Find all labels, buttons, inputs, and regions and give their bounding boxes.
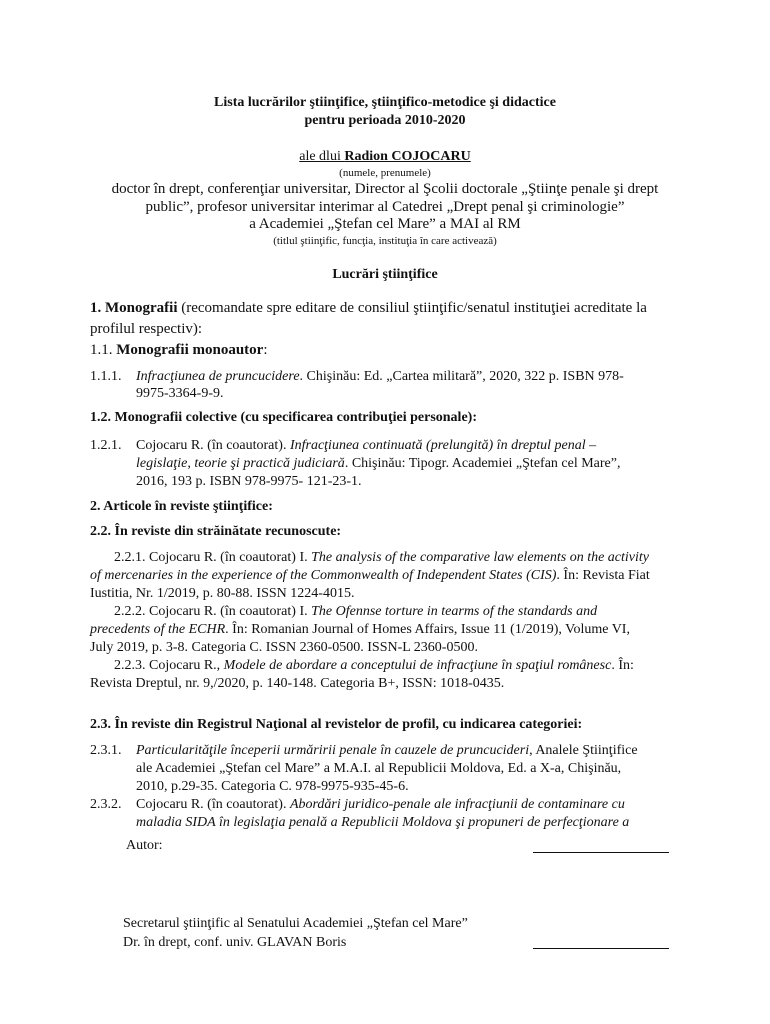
position-line2: public”, profesor universitar interimar al Catedrei „Drept penal şi criminologie” (145, 199, 625, 215)
item111-rest: . Chişinău: Ed. „Cartea militară”, 2020, 322 p. ISBN 978- (299, 369, 624, 384)
a231-line1 (136, 743, 684, 759)
a222-title2: precedents of the ECHR (90, 622, 226, 637)
item121-title2: legislaţie, teorie şi practică judiciară (136, 456, 345, 471)
sub11-heading-line (90, 342, 268, 359)
author-prefix: ale dlui (299, 149, 345, 164)
item121-line2 (136, 456, 681, 472)
a221-line3: Iustitia, Nr. 1/2019, p. 80-88. ISSN 1224-4015. (90, 586, 355, 601)
item121-line3: 2016, 193 p. ISBN 978-9975- 121-23-1. (136, 474, 362, 489)
sub22-heading: 2.2. În reviste din străinătate recunoscute: (90, 524, 342, 539)
item111-line1 (136, 369, 681, 385)
a231-title: Particularităţile începerii urmăririi penale în cauzele de pruncucideri (136, 743, 530, 758)
a222-line1 (114, 604, 684, 620)
sub11-prefix: 1.1. (90, 342, 117, 358)
item121-num: 1.2.1. (90, 438, 122, 453)
document-title-line1: Lista lucrărilor ştiinţifice, ştiinţifico-metodice şi didactice (214, 95, 556, 110)
sub11-heading: Monografii monoautor (116, 342, 264, 358)
item121-rest2: . Chişinău: Tipogr. Academiei „Ştefan cel Mare”, (344, 456, 621, 471)
item121-author: Cojocaru R. (în coautorat). (136, 438, 290, 453)
a223-line2: Revista Dreptul, nr. 9,/2020, p. 140-148. Categoria B+, ISSN: 1018-0435. (90, 676, 505, 691)
item111-line2: 9975-3364-9-9. (136, 386, 224, 401)
a221-rest2: . În: Revista Fiat (556, 568, 650, 583)
item111-title: Infracţiunea de pruncucidere (136, 369, 300, 384)
a231-line3: 2010, p.29-35. Categoria C. 978-9975-935-45-6. (136, 779, 409, 794)
item121-line1 (136, 438, 681, 454)
a231-line2: ale Academiei „Ştefan cel Mare” a M.A.I. al Republicii Moldova, Ed. a X-a, Chişinău, (136, 761, 622, 776)
a223-rest: . În: (611, 658, 634, 673)
secretary-line2: Dr. în drept, conf. univ. GLAVAN Boris (123, 935, 347, 950)
secretary-signature-line (533, 948, 669, 949)
sub12-heading: 1.2. Monografii colective (cu specificarea contribuţiei personale): (90, 410, 477, 425)
author-signature-label: Autor: (126, 838, 163, 853)
a223-title: Modele de abordare a conceptului de infracţiune în spaţiul românesc (223, 658, 612, 673)
a222-lead: 2.2.2. Cojocaru R. (în coautorat) I. (114, 604, 312, 619)
author-caption: (numele, prenumele) (339, 167, 431, 179)
a232-line1 (136, 797, 684, 813)
sec1-note-line2: profilul respectiv): (90, 321, 203, 337)
a221-lead: 2.2.1. Cojocaru R. (în coautorat) I. (114, 550, 312, 565)
item111-num: 1.1.1. (90, 369, 122, 384)
position-caption: (titlul ştiinţific, funcţia, instituţia în care activează) (273, 235, 497, 247)
a231-rest1: , Analele Ştiinţifice (529, 743, 638, 758)
author-signature-line (533, 852, 669, 853)
a221-title1: The analysis of the comparative law elements on the activity (311, 550, 649, 565)
author-name: Radion COJOCARU (344, 149, 471, 164)
sub11-suffix: : (263, 342, 268, 358)
sec1-note-line1: (recomandate spre editare de consiliul ştiinţific/senatul instituţiei acreditate la (177, 300, 647, 316)
a232-author: Cojocaru R. (în coautorat). (136, 797, 290, 812)
a223-line1 (114, 658, 684, 674)
a223-lead: 2.2.3. Cojocaru R., (114, 658, 224, 673)
section-title: Lucrări ştiinţifice (332, 267, 438, 282)
author-line (0, 149, 770, 165)
a222-rest2: . În: Romanian Journal of Homes Affairs, Issue 11 (1/2019), Volume VI, (225, 622, 630, 637)
sec1-heading-line (90, 300, 680, 317)
item121-title1: Infracţiunea continuată (prelungită) în dreptul penal – (289, 438, 597, 453)
a221-line1 (114, 550, 684, 566)
sec1-heading: 1. Monografii (90, 300, 178, 316)
a231-num: 2.3.1. (90, 743, 122, 758)
a222-title1: The Ofennse torture in tearms of the standards and (311, 604, 598, 619)
position-line1: doctor în drept, conferenţiar universitar, Director al Şcolii doctorale „Ştiinţe penale şi drept (111, 181, 659, 197)
document-title-line2: pentru perioada 2010-2020 (304, 113, 466, 128)
a221-title2: of mercenaries in the experience of the Commonwealth of Independent States (CIS) (90, 568, 557, 583)
sub23-heading: 2.3. În reviste din Registrul Naţional al revistelor de profil, cu indicarea categoriei: (90, 717, 583, 732)
position-line3: a Academiei „Ştefan cel Mare” a MAI al RM (249, 216, 521, 232)
a232-title1: Abordări juridico-penale ale infracţiunii de contaminare cu (289, 797, 625, 812)
secretary-line1: Secretarul ştiinţific al Senatului Academiei „Ştefan cel Mare” (123, 916, 468, 931)
a222-line3: July 2019, p. 3-8. Categoria C. ISSN 2360-0500. ISSN-L 2360-0500. (90, 640, 478, 655)
a232-num: 2.3.2. (90, 797, 122, 812)
a222-line2 (90, 622, 684, 638)
a232-title2: maladia SIDA în legislaţia penală a Republicii Moldova şi propuneri de perfecţionare a (136, 815, 630, 830)
a221-line2 (90, 568, 684, 584)
sec2-heading: 2. Articole în reviste ştiinţifice: (90, 499, 273, 514)
